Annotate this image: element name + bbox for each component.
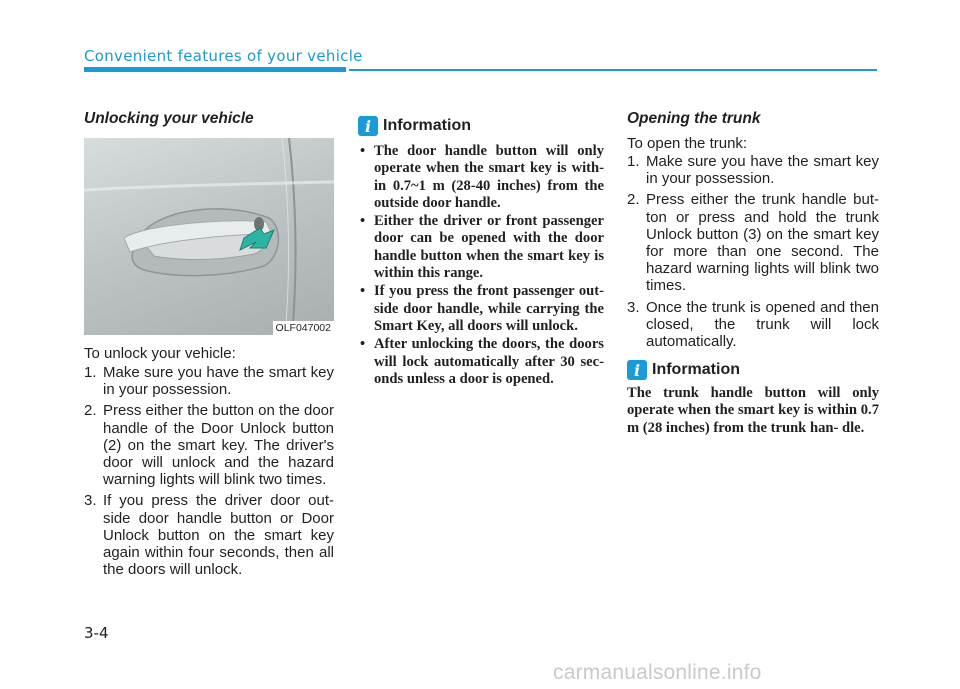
trunk-information-text: The trunk handle button will only operate when the smart key is within 0.7 m (28 inches) from the trunk han- dle. bbox=[627, 385, 879, 436]
unlock-steps bbox=[84, 364, 334, 582]
door-handle-illustration bbox=[84, 138, 334, 335]
heading-unlocking-vehicle: Unlocking your vehicle bbox=[84, 110, 254, 127]
list-item: 2. Press either the button on the door handle of the Door Unlock button (2) on the smart key. The driver's door will unlock and the hazard warning lights will blink two times. bbox=[84, 402, 334, 489]
info-icon: i bbox=[358, 116, 378, 136]
info-icon: i bbox=[627, 360, 647, 380]
heading-opening-trunk: Opening the trunk bbox=[627, 110, 761, 127]
trunk-intro: To open the trunk: bbox=[627, 135, 748, 152]
list-item: • If you press the front passenger out- side door handle, while carrying the Smart Key, all doors will unlock. bbox=[360, 283, 604, 334]
list-item: • The door handle button will only operate when the smart key is with- in 0.7~1 m (28-40 inches) from the outside door handle. bbox=[360, 143, 604, 211]
list-item: 3. If you press the driver door out- side door handle button or Door Unlock button on the smart key again within four seconds, then all the doors will unlock. bbox=[84, 492, 334, 579]
page-number: 3-4 bbox=[84, 624, 109, 642]
unlock-intro: To unlock your vehicle: bbox=[84, 345, 236, 362]
trunk-information-header bbox=[627, 360, 740, 380]
figure-code: OLF047002 bbox=[273, 321, 334, 335]
header-accent-bar bbox=[84, 67, 346, 72]
information-label: Information bbox=[383, 117, 471, 134]
information-label: Information bbox=[652, 361, 740, 378]
header-rule bbox=[349, 69, 877, 71]
list-item: 3. Once the trunk is opened and then closed, the trunk will lock automatically. bbox=[627, 298, 879, 351]
list-item: 1. Make sure you have the smart key in your possession. bbox=[84, 364, 334, 399]
trunk-steps bbox=[627, 153, 879, 354]
list-item: • After unlocking the doors, the doors will lock automatically after 30 sec- onds unless a door is opened. bbox=[360, 336, 604, 387]
watermark: carmanualsonline.info bbox=[553, 661, 762, 684]
list-item: 2. Press either the trunk handle but- ton or press and hold the trunk Unlock button (3) on the smart key for more than one second. The hazard warning lights will blink two times. bbox=[627, 191, 879, 295]
door-handle-photo bbox=[84, 138, 334, 335]
information-header bbox=[358, 116, 471, 136]
list-item: • Either the driver or front passenger door can be opened with the door handle button when the smart key is within this range. bbox=[360, 213, 604, 282]
information-bullets bbox=[360, 143, 604, 389]
section-header-title: Convenient features of your vehicle bbox=[84, 47, 363, 65]
list-item: 1. Make sure you have the smart key in your possession. bbox=[627, 153, 879, 188]
